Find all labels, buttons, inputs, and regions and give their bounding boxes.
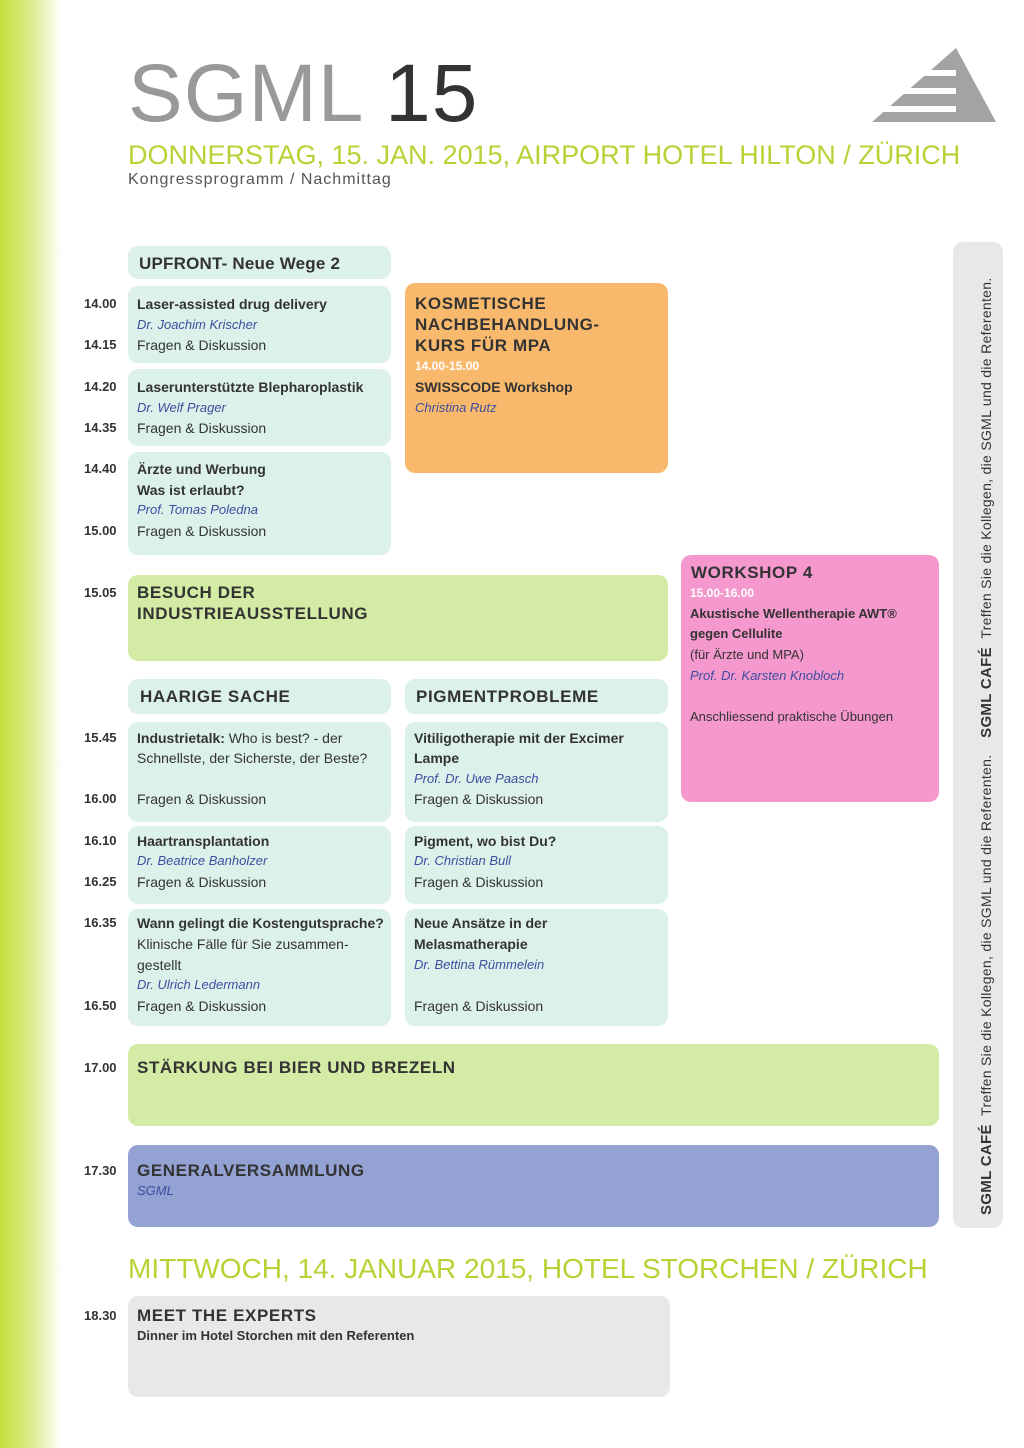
session-discussion: Fragen & Diskussion: [414, 998, 544, 1014]
session-title: Laserunterstützte Blepharoplastik: [137, 379, 364, 395]
session-title-line2: Schnellste, der Sicherste, der Beste?: [137, 750, 368, 766]
generalversammlung-title: GENERALVERSAMMLUNG: [137, 1161, 365, 1180]
session-time: 16.50: [84, 998, 117, 1013]
session-time: 14.15: [84, 337, 117, 352]
session-speaker: Prof. Tomas Poledna: [137, 502, 258, 517]
cafe-label: SGML CAFÉ: [978, 1124, 995, 1215]
page-title: [128, 46, 478, 142]
mittwoch-title: MITTWOCH, 14. JANUAR 2015, HOTEL STORCHEN / ZÜRICH: [128, 1253, 928, 1284]
workshop4-note: (für Ärzte und MPA): [690, 647, 804, 662]
title-sgml: SGML: [128, 48, 362, 139]
pigment-header: PIGMENTPROBLEME: [416, 687, 599, 706]
kosmetik-header-line1: KOSMETISCHE: [415, 294, 547, 313]
session-time: 14.00: [84, 296, 117, 311]
session-title: Pigment, wo bist Du?: [414, 833, 557, 849]
session-time: 16.10: [84, 833, 117, 848]
session-discussion: Fragen & Diskussion: [137, 998, 267, 1014]
session-speaker: Dr. Christian Bull: [414, 853, 512, 868]
industrie-line2: INDUSTRIEAUSSTELLUNG: [137, 604, 369, 623]
haarige-header: HAARIGE SACHE: [140, 687, 291, 706]
workshop4-time: 15.00-16.00: [690, 586, 755, 600]
workshop4-header: WORKSHOP 4: [691, 563, 813, 582]
session-speaker: Dr. Ulrich Ledermann: [137, 977, 261, 992]
program-label: Kongressprogramm / Nachmittag: [128, 171, 392, 188]
session-title: Ärzte und Werbung: [137, 461, 266, 477]
session-discussion: Fragen & Diskussion: [137, 420, 267, 436]
industrie-line1: BESUCH DER: [137, 583, 256, 602]
left-gradient-bar: [0, 0, 62, 1448]
kosmetik-time: 14.00-15.00: [415, 359, 480, 373]
session-title-line2: Was ist erlaubt?: [137, 482, 245, 498]
staerkung-time: 17.00: [84, 1060, 117, 1075]
session-speaker: Dr. Welf Prager: [137, 400, 226, 415]
session-title: Laser-assisted drug delivery: [137, 296, 327, 312]
session-title-line3: gestellt: [137, 957, 182, 973]
session-discussion: Fragen & Diskussion: [414, 791, 544, 807]
session-time: 16.25: [84, 874, 117, 889]
staerkung-title: STÄRKUNG BEI BIER UND BREZELN: [137, 1058, 456, 1077]
cafe-label: SGML CAFÉ: [978, 647, 995, 738]
session-title-line2: Melasmatherapie: [414, 936, 528, 952]
generalversammlung-time: 17.30: [84, 1163, 117, 1178]
session-title-line2: Klinische Fälle für Sie zusammen-: [137, 936, 349, 952]
session-time: 15.00: [84, 523, 117, 538]
session-speaker: Prof. Dr. Uwe Paasch: [414, 771, 539, 786]
meet-experts-title: MEET THE EXPERTS: [137, 1306, 317, 1325]
session-title-bold: Industrietalk:: [137, 730, 225, 746]
session-discussion: Fragen & Diskussion: [137, 791, 267, 807]
upfront-header: UPFRONT- Neue Wege 2: [139, 254, 341, 273]
cafe-text: Treffen Sie die Kollegen, die SGML und die Referenten.: [978, 754, 994, 1116]
session-title: [137, 728, 342, 748]
generalversammlung-box: [128, 1145, 939, 1227]
sgml-logo-icon: [872, 48, 996, 124]
cafe-text: Treffen Sie die Kollegen, die SGML und die Referenten.: [978, 277, 994, 639]
session-time: 16.35: [84, 915, 117, 930]
workshop4-speaker: Prof. Dr. Karsten Knobloch: [690, 668, 845, 683]
kosmetik-header-line2: NACHBEHANDLUNG-: [415, 315, 600, 334]
workshop4-extra: Anschliessend praktische Übungen: [690, 709, 894, 724]
generalversammlung-sub: SGML: [137, 1183, 174, 1198]
session-title-line2: Lampe: [414, 750, 460, 766]
session-title: Neue Ansätze in der: [414, 915, 548, 931]
session-time: 15.45: [84, 730, 117, 745]
kosmetik-title: SWISSCODE Workshop: [415, 379, 573, 395]
session-title: Vitiligotherapie mit der Excimer: [414, 730, 624, 746]
session-time: 14.40: [84, 461, 117, 476]
workshop4-title-line1: Akustische Wellentherapie AWT®: [690, 606, 897, 621]
meet-experts-sub: Dinner im Hotel Storchen mit den Referenten: [137, 1328, 415, 1343]
session-speaker: Dr. Joachim Krischer: [137, 317, 258, 332]
sgml-cafe-text: [978, 277, 995, 1215]
session-discussion: Fragen & Diskussion: [137, 874, 267, 890]
event-subtitle: DONNERSTAG, 15. JAN. 2015, AIRPORT HOTEL HILTON / ZÜRICH: [128, 140, 961, 170]
session-time: 14.20: [84, 379, 117, 394]
session-discussion: Fragen & Diskussion: [137, 523, 267, 539]
kosmetik-header-line3: KURS FÜR MPA: [415, 336, 552, 355]
session-speaker: Dr. Beatrice Banholzer: [137, 853, 268, 868]
session-discussion: Fragen & Diskussion: [414, 874, 544, 890]
session-time: 16.00: [84, 791, 117, 806]
session-title: Wann gelingt die Kostengutsprache?: [137, 915, 384, 931]
session-title: Haartransplantation: [137, 833, 270, 849]
title-number: 15: [385, 48, 479, 139]
workshop4-title-line2: gegen Cellulite: [690, 626, 783, 641]
session-speaker: Dr. Bettina Rümmelein: [414, 957, 545, 972]
industrie-time: 15.05: [84, 585, 117, 600]
session-title-rest: Who is best? - der: [224, 730, 343, 746]
kosmetik-speaker: Christina Rutz: [415, 400, 497, 415]
meet-experts-time: 18.30: [84, 1308, 117, 1323]
session-time: 14.35: [84, 420, 117, 435]
session-discussion: Fragen & Diskussion: [137, 337, 267, 353]
